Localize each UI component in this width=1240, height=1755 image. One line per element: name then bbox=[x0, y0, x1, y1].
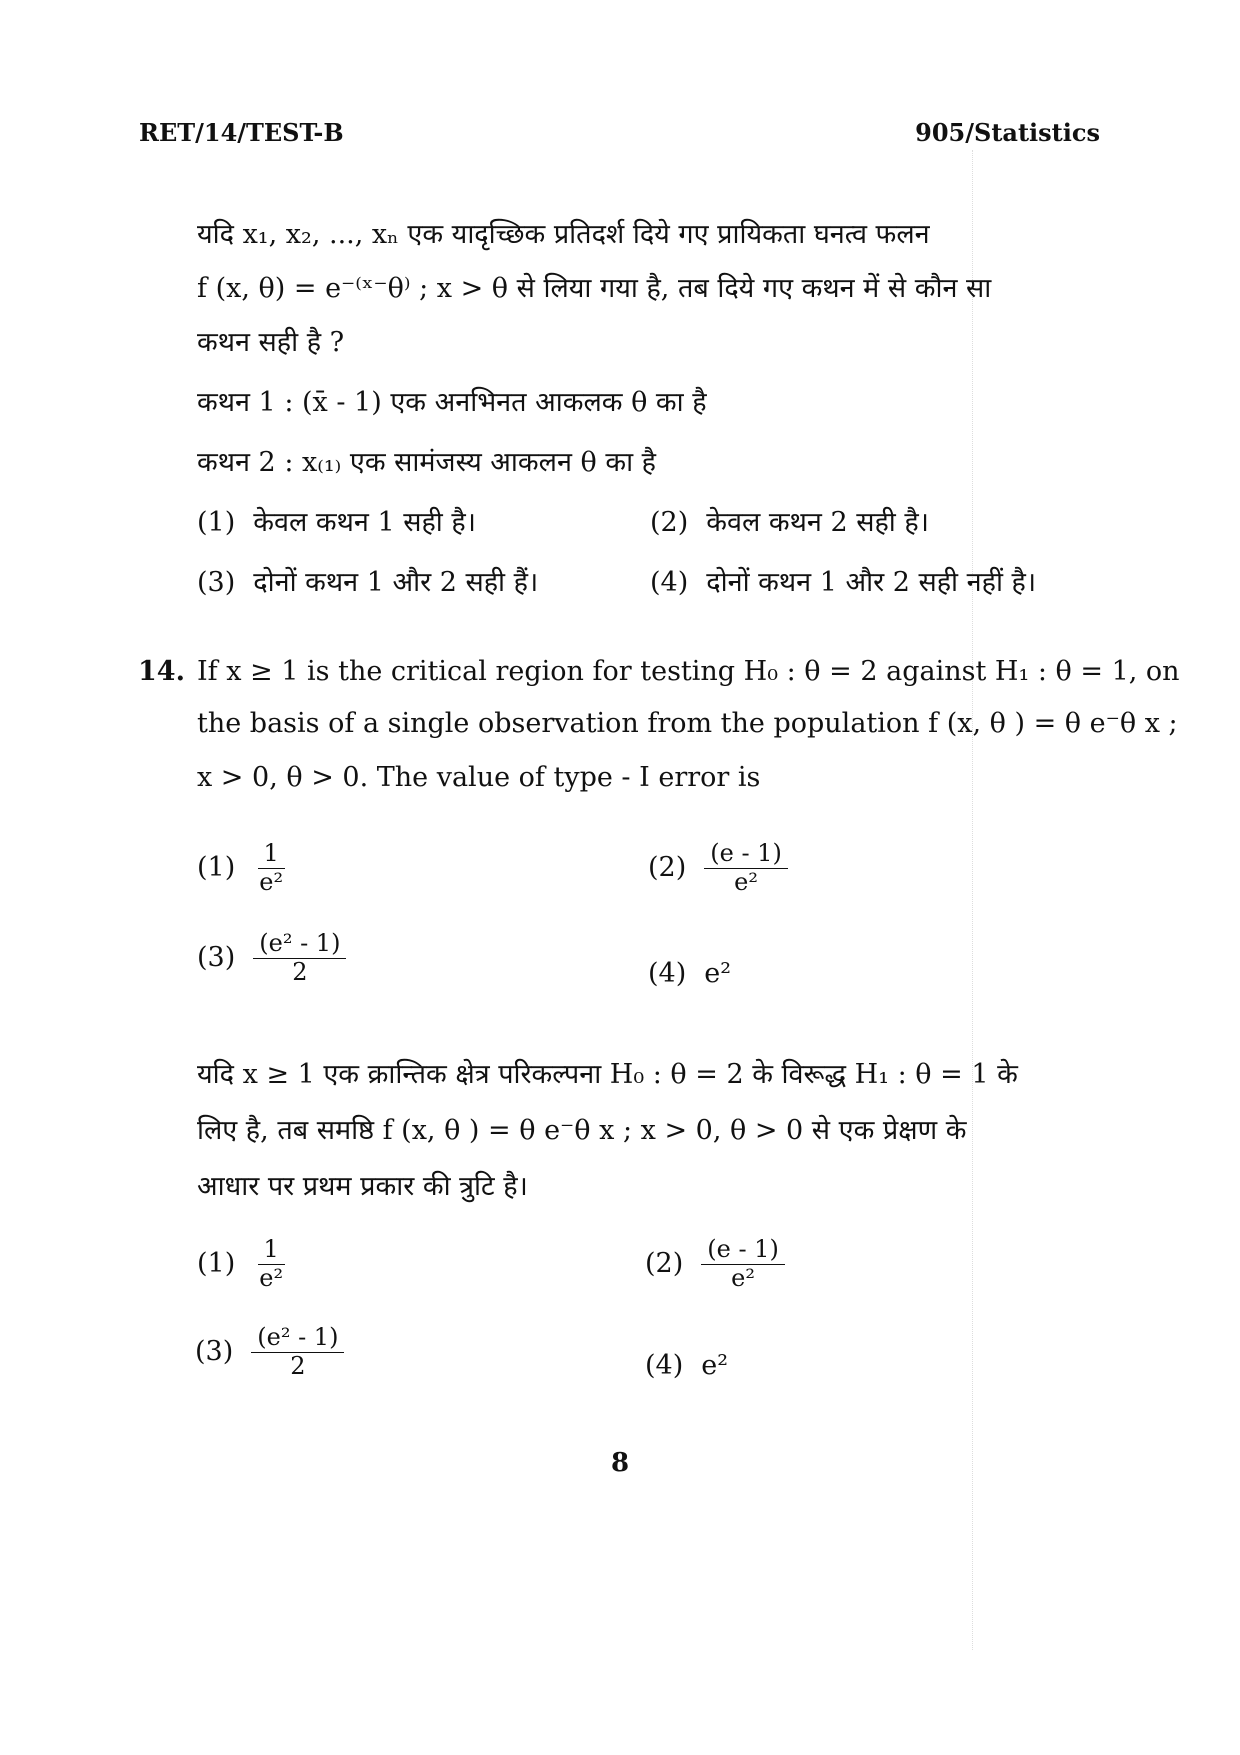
denominator: e² bbox=[259, 867, 284, 896]
denominator: e² bbox=[734, 867, 758, 896]
option-text: केवल कथन 1 सही है। bbox=[253, 507, 476, 538]
option-text: e² bbox=[701, 1350, 729, 1381]
option-number: (1) bbox=[197, 1247, 236, 1279]
numerator: (e² - 1) bbox=[251, 1324, 344, 1353]
q14-option-2 bbox=[648, 840, 788, 896]
numerator: (e² - 1) bbox=[253, 930, 346, 959]
q14-option-4 bbox=[648, 958, 731, 989]
option-number: (3) bbox=[197, 941, 236, 973]
numerator: (e - 1) bbox=[701, 1236, 785, 1265]
option-number: (3) bbox=[195, 1335, 234, 1367]
denominator: e² bbox=[259, 1263, 284, 1292]
q14-hindi-line-1: यदि x ≥ 1 एक क्रान्तिक क्षेत्र परिकल्पना H₀ : θ = 2 के विरूद्ध H₁ : θ = 1 के bbox=[197, 1059, 1018, 1090]
numerator: 1 bbox=[258, 840, 285, 869]
q13-option-1 bbox=[197, 502, 476, 539]
option-number: (4) bbox=[648, 958, 687, 989]
option-number: (1) bbox=[197, 507, 236, 538]
option-number: (4) bbox=[650, 567, 689, 598]
q14-hindi-line-2: लिए है, तब समष्ठि f (x, θ ) = θ e⁻θ x ; x > 0, θ > 0 से एक प्रेक्षण के bbox=[197, 1115, 967, 1146]
fraction bbox=[704, 840, 788, 896]
page-number: 8 bbox=[610, 1448, 630, 1478]
fraction bbox=[701, 1236, 785, 1292]
fraction bbox=[253, 930, 346, 986]
fraction bbox=[253, 1236, 289, 1292]
option-number: (3) bbox=[197, 567, 236, 598]
q13-option-2 bbox=[650, 502, 929, 539]
header-exam-code: RET/14/TEST-B bbox=[139, 118, 344, 147]
fraction bbox=[251, 1324, 344, 1380]
q14-option-1 bbox=[197, 840, 289, 896]
option-number: (2) bbox=[645, 1247, 684, 1279]
denominator: 2 bbox=[292, 957, 308, 986]
option-text: दोनों कथन 1 और 2 सही हैं। bbox=[253, 567, 539, 598]
option-number: (2) bbox=[650, 507, 689, 538]
scan-margin-line bbox=[972, 150, 973, 1650]
q14-line-1: If x ≥ 1 is the critical region for testing H₀ : θ = 2 against H₁ : θ = 1, on bbox=[197, 656, 1180, 687]
option-number: (4) bbox=[645, 1350, 684, 1381]
q13-hindi-line-3: कथन सही है ? bbox=[197, 327, 345, 358]
denominator: 2 bbox=[290, 1351, 306, 1380]
q13-statement-1: कथन 1 : (x̄ - 1) एक अनभिनत आकलक θ का है bbox=[197, 387, 707, 418]
option-text: e² bbox=[704, 958, 732, 989]
option-number: (1) bbox=[197, 851, 236, 883]
q14-hindi-option-4 bbox=[645, 1350, 728, 1381]
q13-hindi-line-1: यदि x₁, x₂, ..., xₙ एक यादृच्छिक प्रतिदर्श दिये गए प्रायिकता घनत्व फलन bbox=[197, 219, 930, 250]
numerator: (e - 1) bbox=[704, 840, 788, 869]
q13-hindi-line-2: f (x, θ) = e⁻⁽ˣ⁻θ⁾ ; x > θ से लिया गया है, तब दिये गए कथन में से कौन सा bbox=[197, 273, 992, 304]
q14-hindi-line-3: आधार पर प्रथम प्रकार की त्रुटि है। bbox=[197, 1171, 528, 1202]
fraction bbox=[253, 840, 289, 896]
q14-hindi-option-1 bbox=[197, 1236, 289, 1292]
q14-line-2: the basis of a single observation from the population f (x, θ ) = θ e⁻θ x ; bbox=[197, 708, 1178, 739]
header-subject: 905/Statistics bbox=[915, 118, 1100, 147]
q13-option-4 bbox=[650, 562, 1036, 599]
option-text: दोनों कथन 1 और 2 सही नहीं है। bbox=[706, 567, 1037, 598]
numerator: 1 bbox=[258, 1236, 285, 1265]
question-number: 14. bbox=[138, 656, 185, 687]
q14-hindi-option-3 bbox=[195, 1324, 344, 1380]
q14-hindi-option-2 bbox=[645, 1236, 785, 1292]
q13-statement-2: कथन 2 : x₍₁₎ एक सामंजस्य आकलन θ का है bbox=[197, 447, 657, 478]
q13-option-3 bbox=[197, 562, 538, 599]
q14-line-3: x > 0, θ > 0. The value of type - I error is bbox=[197, 762, 761, 793]
option-number: (2) bbox=[648, 851, 687, 883]
q14-option-3 bbox=[197, 930, 346, 986]
option-text: केवल कथन 2 सही है। bbox=[706, 507, 929, 538]
denominator: e² bbox=[731, 1263, 755, 1292]
